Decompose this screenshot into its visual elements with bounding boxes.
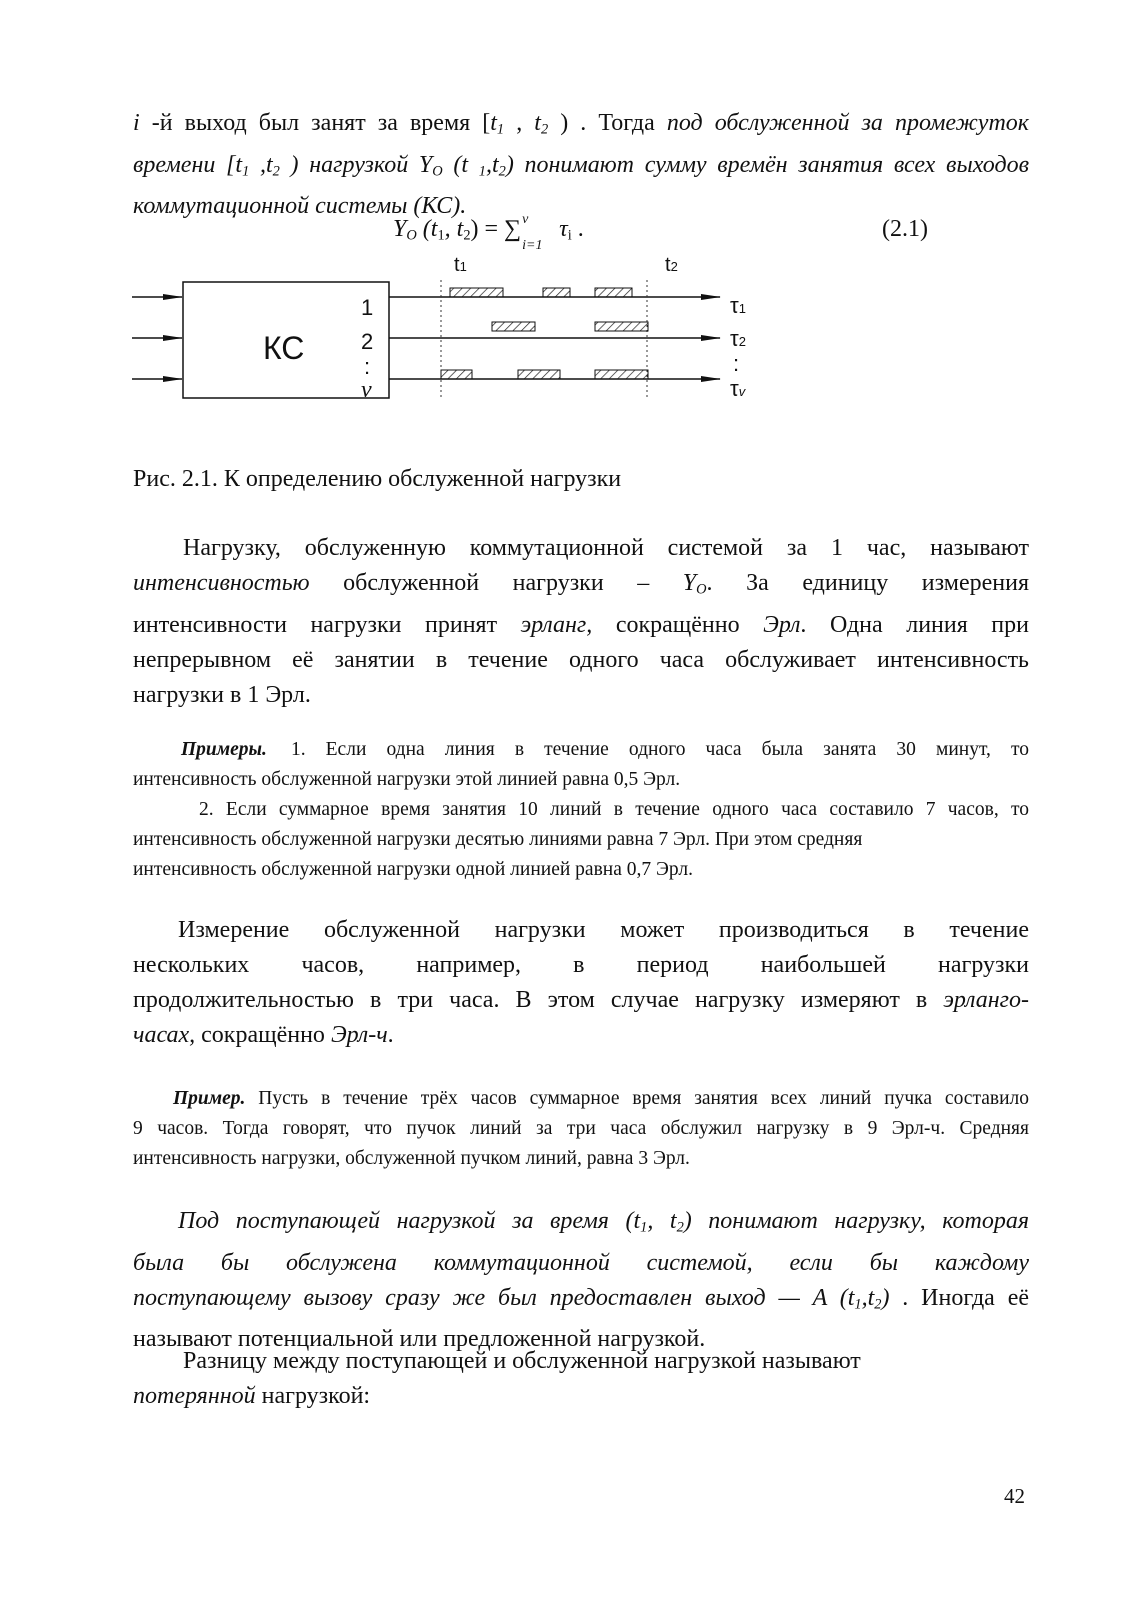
occupancy-block xyxy=(595,288,632,297)
measurement-line-4: часах, сокращённо Эрл-ч. xyxy=(133,1022,394,1048)
intensity-line-1: Нагрузку, обслуженную коммутационной системой за 1 час, называют xyxy=(183,535,1029,561)
lost-line-2: потерянной нагрузкой: xyxy=(133,1383,371,1409)
equation-number: (2.1) xyxy=(882,216,928,242)
intensity-line-3: интенсивности нагрузки принят эрланг, сокращённо Эрл. Одна линия при xyxy=(133,611,1029,638)
intensity-line-2: интенсивностью обслуженной нагрузки – $Y_O$. За единицу измерения xyxy=(133,570,1029,598)
paragraph-intro xyxy=(133,106,1029,224)
intro-line-3: коммутационной системы (КС). xyxy=(133,193,467,220)
figure-2-1 xyxy=(120,248,760,418)
occupancy-block xyxy=(595,322,648,331)
measurement-line-2: нескольких часов, например, в период наибольшей нагрузки xyxy=(133,952,1029,978)
tau-v-label: τv xyxy=(730,376,746,401)
paragraph-intensity xyxy=(133,531,1029,713)
example-line-1: Пример. Пусть в течение трёх часов суммарное время занятия всех линий пучка составило xyxy=(173,1088,1029,1109)
occupancy-block xyxy=(492,322,535,331)
examples-line-1: Примеры. 1. Если одна линия в течение одного часа была занята 30 минут, то xyxy=(181,739,1029,760)
sum-limits: v i=1 xyxy=(522,212,543,253)
intensity-line-4: непрерывном её занятии в течение одного часа обслуживает интенсивность xyxy=(133,646,1029,673)
intro-line-1: i -й выход был занят за время [$t_1$ , $t_2$ ) . Тогда под обслуженной за промежуток xyxy=(133,110,1029,138)
example-block xyxy=(133,1084,1029,1174)
output-label-1: 1 xyxy=(361,295,374,320)
lost-line-1: Разницу между поступающей и обслуженной нагрузкой называют xyxy=(183,1348,861,1374)
example-line-2: 9 часов. Тогда говорят, что пучок линий за три часа обслужил нагрузку в 9 Эрл-ч. Средняя xyxy=(133,1118,1029,1139)
output-label-v: v xyxy=(361,377,372,403)
figure-caption: Рис. 2.1. К определению обслуженной нагрузки xyxy=(133,466,622,492)
examples-line-3: 2. Если суммарное время занятия 10 линий в течение одного часа составило 7 часов, то xyxy=(199,799,1029,820)
t1-label: t1 xyxy=(454,254,467,276)
paragraph-lost-load xyxy=(133,1344,1029,1414)
examples-line-2: интенсивность обслуженной нагрузки этой линией равна 0,5 Эрл. xyxy=(133,769,681,790)
examples-line-5: интенсивность обслуженной нагрузки одной линией равна 0,7 Эрл. xyxy=(133,859,693,880)
intro-line-2: времени [$t_1$ $,t_2$ ) нагрузкой $Y_O$ (t $_1,t_2$) понимают сумму времён занятия всех выходов xyxy=(133,151,1029,180)
examples-line-4: интенсивность обслуженной нагрузки десятью линиями равна 7 Эрл. При этом средняя xyxy=(133,829,863,850)
tau-2-label: τ2 xyxy=(730,326,746,351)
output-dots: : xyxy=(364,354,371,379)
example-line-3: интенсивность нагрузки, обслуженной пучком линий, равна 3 Эрл. xyxy=(133,1148,690,1169)
page-number: 42 xyxy=(1004,1484,1025,1508)
box-label: КС xyxy=(263,330,305,366)
offered-line-1: Под поступающей нагрузкой за время ($t_1$, $t_2$) понимают нагрузку, которая xyxy=(178,1208,1030,1236)
measurement-line-3: продолжительностью в три часа. В этом случае нагрузку измеряют в эрланго- xyxy=(133,987,1029,1013)
offered-line-2: была бы обслужена коммутационной системой, если бы каждому xyxy=(133,1249,1029,1276)
occupancy-block xyxy=(518,370,560,379)
occupancy-block xyxy=(595,370,648,379)
measurement-line-1: Измерение обслуженной нагрузки может производиться в течение xyxy=(178,917,1029,943)
tau-dots: : xyxy=(733,351,740,376)
offered-line-3: поступающему вызову сразу же был предоставлен выход — A $(t_1,t_2)$ . Иногда её xyxy=(133,1284,1029,1313)
paragraph-measurement xyxy=(133,913,1029,1053)
occupancy-block xyxy=(441,370,472,379)
intensity-line-5: нагрузки в 1 Эрл. xyxy=(133,681,311,708)
offered-line-4: называют потенциальной или предложенной нагрузкой. xyxy=(133,1326,706,1353)
paragraph-offered-load xyxy=(133,1204,1029,1357)
output-label-2: 2 xyxy=(361,329,374,354)
occupancy-block xyxy=(450,288,503,297)
examples-block xyxy=(133,735,1029,885)
formula-2-1: $Y_O$ ($t_1$, $t_2$) = ∑ v i=1 $\tau_i$ . xyxy=(393,212,584,253)
occupancy-block xyxy=(543,288,570,297)
tau-1-label: τ1 xyxy=(730,293,746,318)
t2-label: t2 xyxy=(665,254,678,276)
